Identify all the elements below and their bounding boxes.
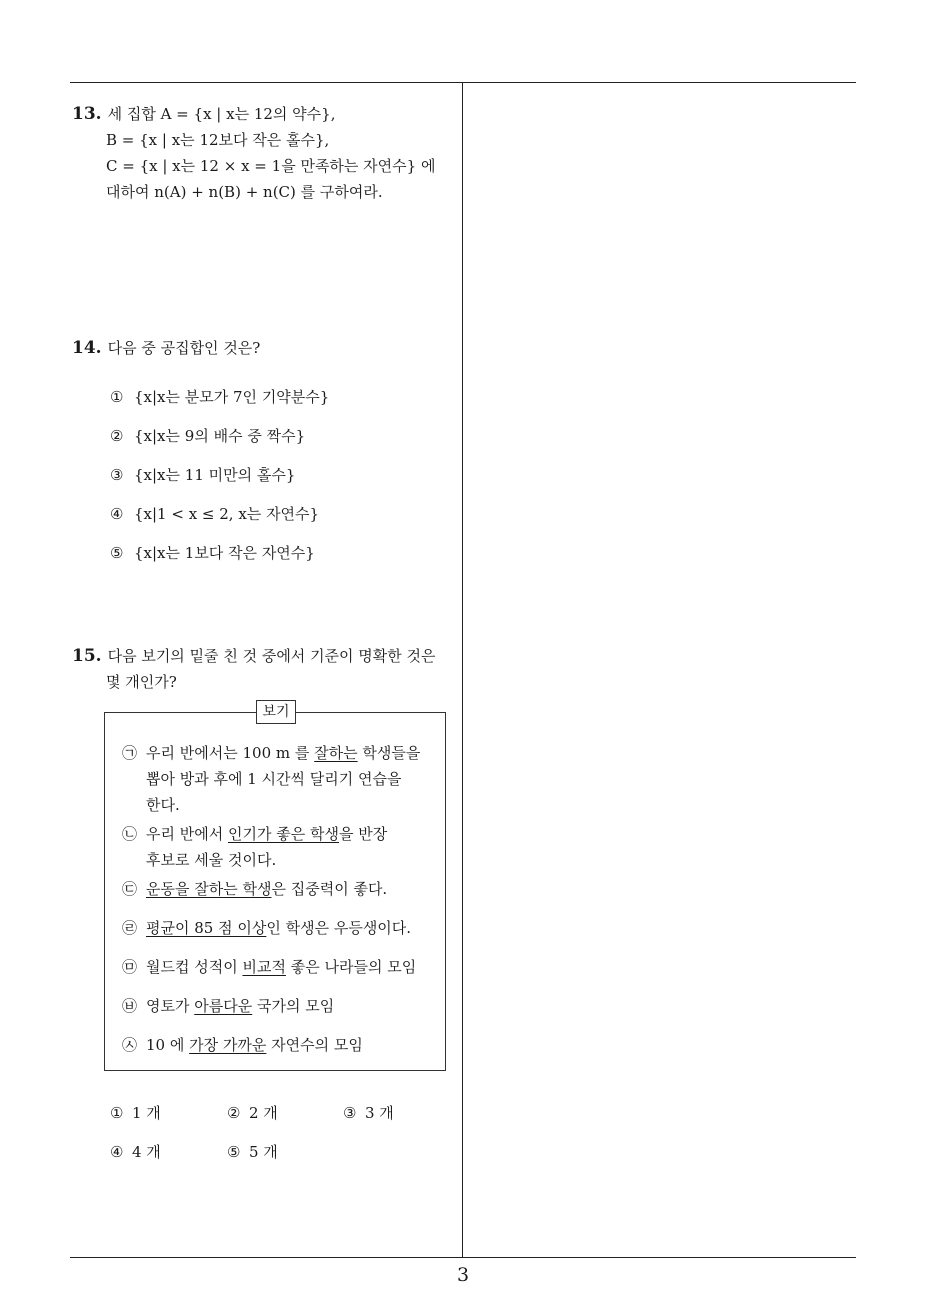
bottom-rule — [70, 1257, 856, 1258]
example-item-d: ㉣ 평균이 85 점 이상인 학생은 우등생이다. — [122, 919, 412, 937]
question-text: 몇 개인가? — [106, 673, 177, 691]
underlined-phrase: 가장 가까운 — [189, 1036, 267, 1054]
question-14 — [72, 335, 452, 361]
example-item-c: ㉢ 운동을 잘하는 학생은 집중력이 좋다. — [122, 880, 388, 898]
page-number: 3 — [456, 1264, 470, 1286]
example-item-a: ㉠ 우리 반에서는 100 m 를 잘하는 학생들을 뽑아 방과 후에 1 시간씩 달리기 연습을 한다. — [122, 744, 421, 814]
choice-3[interactable]: ③ {x|x는 11 미만의 홀수} — [110, 466, 296, 484]
question-number: 15. — [72, 646, 102, 666]
answer-choice-2[interactable]: ② 2 개 — [227, 1104, 278, 1122]
example-item-b: ㉡ 우리 반에서 인기가 좋은 학생을 반장 후보로 세울 것이다. — [122, 825, 388, 869]
underlined-phrase: 평균이 85 점 이상 — [146, 919, 267, 937]
underlined-phrase: 비교적 — [242, 958, 286, 976]
question-number: 13. — [72, 104, 102, 124]
question-text: 세 집합 A = {x | x는 12의 약수}, — [107, 105, 336, 123]
question-text: 다음 보기의 밑줄 친 것 중에서 기준이 명확한 것은 — [107, 647, 436, 665]
underlined-phrase: 운동을 잘하는 학생 — [146, 880, 272, 898]
example-box-title: 보기 — [256, 700, 296, 724]
answer-choice-4[interactable]: ④ 4 개 — [110, 1143, 161, 1161]
example-item-e: ㉤ 월드컵 성적이 비교적 좋은 나라들의 모임 — [122, 958, 417, 976]
choice-2[interactable]: ② {x|x는 9의 배수 중 짝수} — [110, 427, 306, 445]
question-text: 다음 중 공집합인 것은? — [107, 339, 261, 357]
question-text: C = {x | x는 12 × x = 1을 만족하는 자연수} 에 — [106, 157, 436, 175]
question-text: 대하여 n(A) + n(B) + n(C) 를 구하여라. — [106, 183, 383, 201]
example-item-f: ㉥ 영토가 아름다운 국가의 모임 — [122, 997, 335, 1015]
column-divider — [462, 82, 463, 1257]
answer-choice-3[interactable]: ③ 3 개 — [343, 1104, 394, 1122]
question-13 — [72, 101, 452, 205]
example-item-g: ㉦ 10 에 가장 가까운 자연수의 모임 — [122, 1036, 363, 1054]
question-text: B = {x | x는 12보다 작은 홀수}, — [106, 131, 330, 149]
question-number: 14. — [72, 338, 102, 358]
underlined-phrase: 잘하는 — [314, 744, 358, 762]
question-15 — [72, 643, 452, 695]
underlined-phrase: 아름다운 — [194, 997, 253, 1015]
answer-choice-1[interactable]: ① 1 개 — [110, 1104, 161, 1122]
choice-4[interactable]: ④ {x|1 < x ≤ 2, x는 자연수} — [110, 505, 320, 523]
top-rule — [70, 82, 856, 83]
underlined-phrase: 인기가 좋은 학생 — [228, 825, 339, 843]
answer-choice-5[interactable]: ⑤ 5 개 — [227, 1143, 278, 1161]
choice-5[interactable]: ⑤ {x|x는 1보다 작은 자연수} — [110, 544, 315, 562]
choice-1[interactable]: ① {x|x는 분모가 7인 기약분수} — [110, 388, 330, 406]
